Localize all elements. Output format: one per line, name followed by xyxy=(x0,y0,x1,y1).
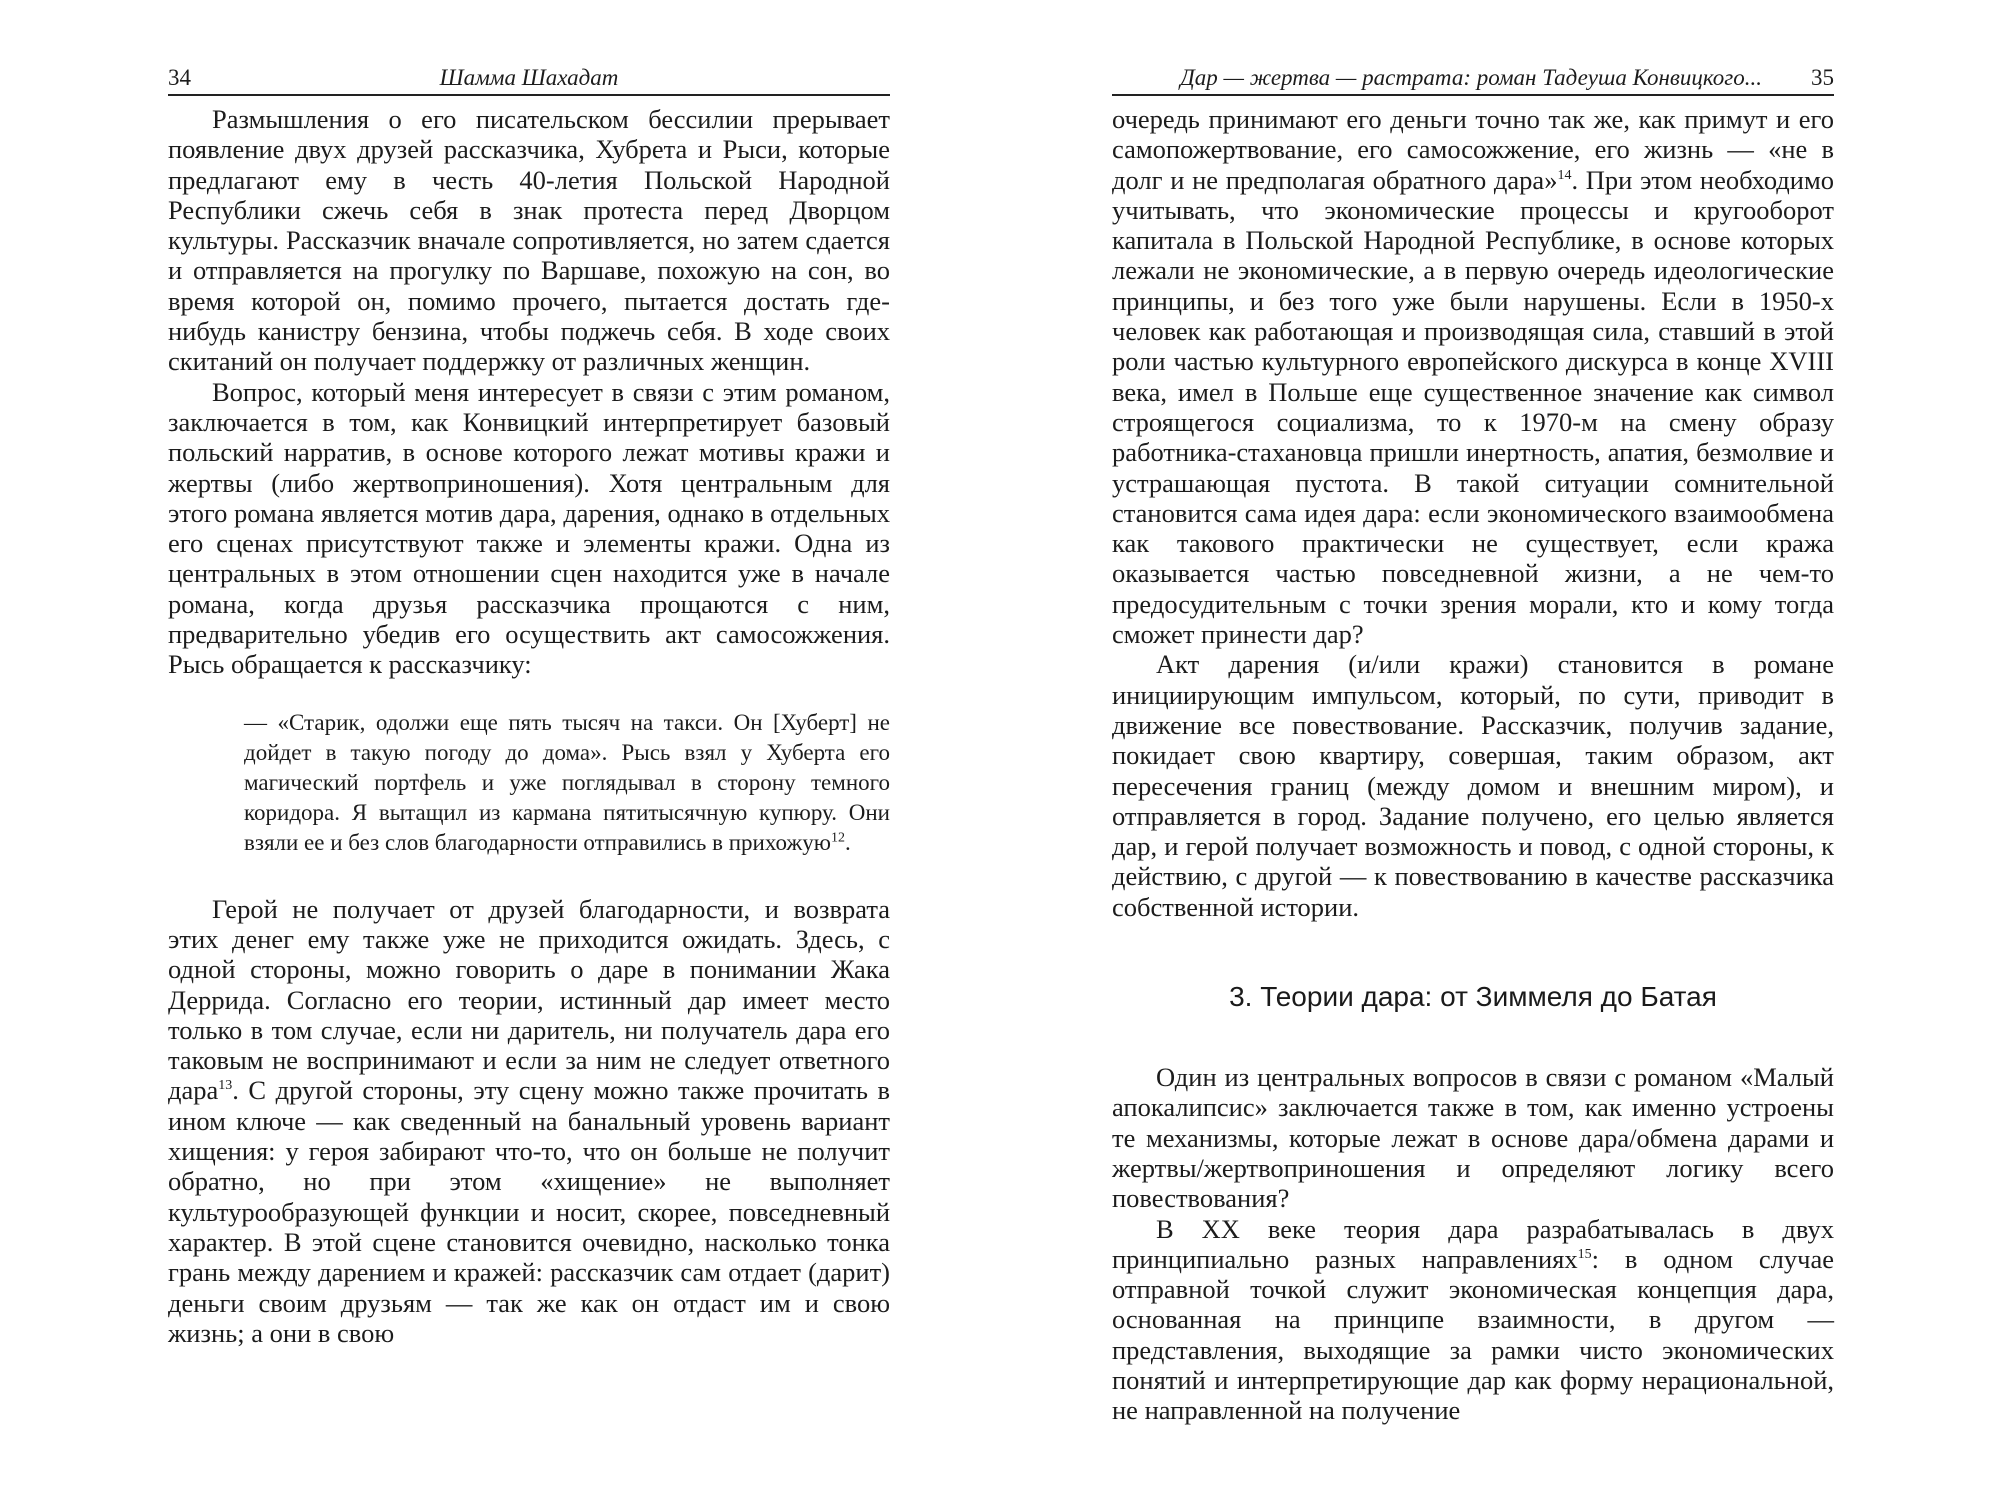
right-page xyxy=(1000,0,2000,1506)
paragraph xyxy=(1112,104,1834,649)
footnote-ref: 12 xyxy=(830,829,845,845)
left-page-header xyxy=(168,62,890,96)
paragraph-text: очередь принимают его деньги точно так же, как примут и его самопожертвование, его самосожжение, его жизнь — «не в долг и не предполагая обратного дара» xyxy=(1112,104,1834,195)
paragraph xyxy=(168,894,890,1348)
footnote-ref: 14 xyxy=(1557,167,1572,183)
block-quote xyxy=(244,708,890,858)
paragraph: Акт дарения (и/или кражи) становится в романе инициирующим импульсом, который, по сути, приводит в движение все повествование. Рассказчик, получив задание, покидает свою квартиру, совершая, таким образом, акт пересечения границ (между домом и внешним миром), и отправляется в город. Задание получено, его целью является дар, и герой получает возможность и повод, с одной стороны, к действию, с другой — к повествованию в качестве рассказчика собственной истории. xyxy=(1112,649,1834,922)
paragraph-text: . При этом необходимо учитывать, что экономические процессы и кругооборот капитала в Польской Народной Республике, в основе которых лежали не экономические, а в первую очередь идеологические принципы, и без того уже были нарушены. Если в 1950-х человек как работающая и производящая сила, ставший в этой роли частью культурного европейского дискурса в конце XVIII века, имел в Польше еще существенное значение как символ строящегося социализма, то к 1970-м на смену образу работника-стахановца пришли инертность, апатия, безмолвие и устрашающая пустота. В такой ситуации сомнительной становится сама идея дара: если экономического взаимообмена как такового практически не существует, если кража оказывается частью повседневной жизни, а не чем-то предосудительным с точки зрения морали, кто и кому тогда сможет принести дар? xyxy=(1112,164,1834,650)
right-page-body xyxy=(1112,104,1834,1426)
footnote-ref: 13 xyxy=(218,1078,233,1094)
page-number: 34 xyxy=(168,65,191,90)
paragraph-text: . С другой стороны, эту сцену можно также прочитать в ином ключе — как сведенный на банальный уровень вариант хищения: у героя забирают что-то, что он больше не получит обратно, но при этом «хищение» не выполняет культурообразующей функции и носит, скорее, повседневный характер. В этой сцене становится очевидно, насколько тонка грань между дарением и кражей: рассказчик сам отдает (дарит) деньги своим друзьям — так же как он отдаст им и свою жизнь; а они в свою xyxy=(168,1075,890,1348)
paragraph: Размышления о его писательском бессилии прерывает появление двух друзей рассказчика, Хубрета и Рыси, которые предлагают ему в честь 40-летия Польской Народной Республики сжечь себя в знак протеста перед Дворцом культуры. Рассказчик вначале сопротивляется, но затем сдается и отправляется на прогулку по Варшаве, похожую на сон, во время которой он, помимо прочего, пытается достать где-нибудь канистру бензина, чтобы поджечь себя. В ходе своих скитаний он получает поддержку от различных женщин. xyxy=(168,104,890,377)
quote-text: — «Старик, одолжи еще пять тысяч на такси. Он [Хуберт] не дойдет в такую погоду до дома». Рысь взял у Хуберта его магический портфель и уже поглядывал в сторону темного коридора. Я вытащил из кармана пятитысячную купюру. Они взяли ее и без слов благодарности отправились в прихожую xyxy=(244,709,890,855)
running-title: Шамма Шахадат xyxy=(439,65,619,90)
paragraph-text: В XX веке теория дара разрабатывалась в двух принципиально разных направлениях xyxy=(1112,1213,1834,1274)
paragraph-text: : в одном случае отправной точкой служит экономическая концепция дара, основанная на принципе взаимности, в другом — представления, выходящие за рамки чисто экономических понятий и интерпретирующие дар как форму нерациональной, не направленной на получение xyxy=(1112,1243,1834,1426)
right-page-header xyxy=(1112,62,1834,96)
section-heading: 3. Теории дара: от Зиммеля до Батая xyxy=(1229,981,1717,1013)
left-page-body xyxy=(168,104,890,1348)
paragraph xyxy=(1112,1214,1834,1426)
paragraph-text: Герой не получает от друзей благодарности, и возврата этих денег ему также уже не приходится ожидать. Здесь, с одной стороны, можно говорить о даре в понимании Жака Деррида. Согласно его теории, истинный дар имеет место только в том случае, если ни даритель, ни получатель дара его таковым не воспринимают и если за ним не следует ответного дара xyxy=(168,893,890,1106)
paragraph: Вопрос, который меня интересует в связи с этим романом, заключается в том, как Конвицкий интерпретирует базовый польский нарратив, в основе которого лежат мотивы кражи и жертвы (либо жертвоприношения). Хотя центральным для этого романа является мотив дара, дарения, однако в отдельных его сценах присутствуют также и элементы кражи. Одна из центральных в этом отношении сцен находится уже в начале романа, когда друзья рассказчика прощаются с ним, предварительно убедив его осуществить акт самосожжения. Рысь обращается к рассказчику: xyxy=(168,376,890,680)
paragraph: Один из центральных вопросов в связи с романом «Малый апокалипсис» заключается также в том, как именно устроены те механизмы, которые лежат в основе дара/обмена дарами и жертвы/жертвоприношения и определяют логику всего повествования? xyxy=(1112,1062,1834,1214)
footnote-ref: 15 xyxy=(1577,1246,1592,1262)
quote-end: . xyxy=(844,829,851,855)
running-title: Дар — жертва — растрата: роман Тадеуша Конвицкого... xyxy=(1180,65,1762,90)
page-number: 35 xyxy=(1811,65,1834,90)
